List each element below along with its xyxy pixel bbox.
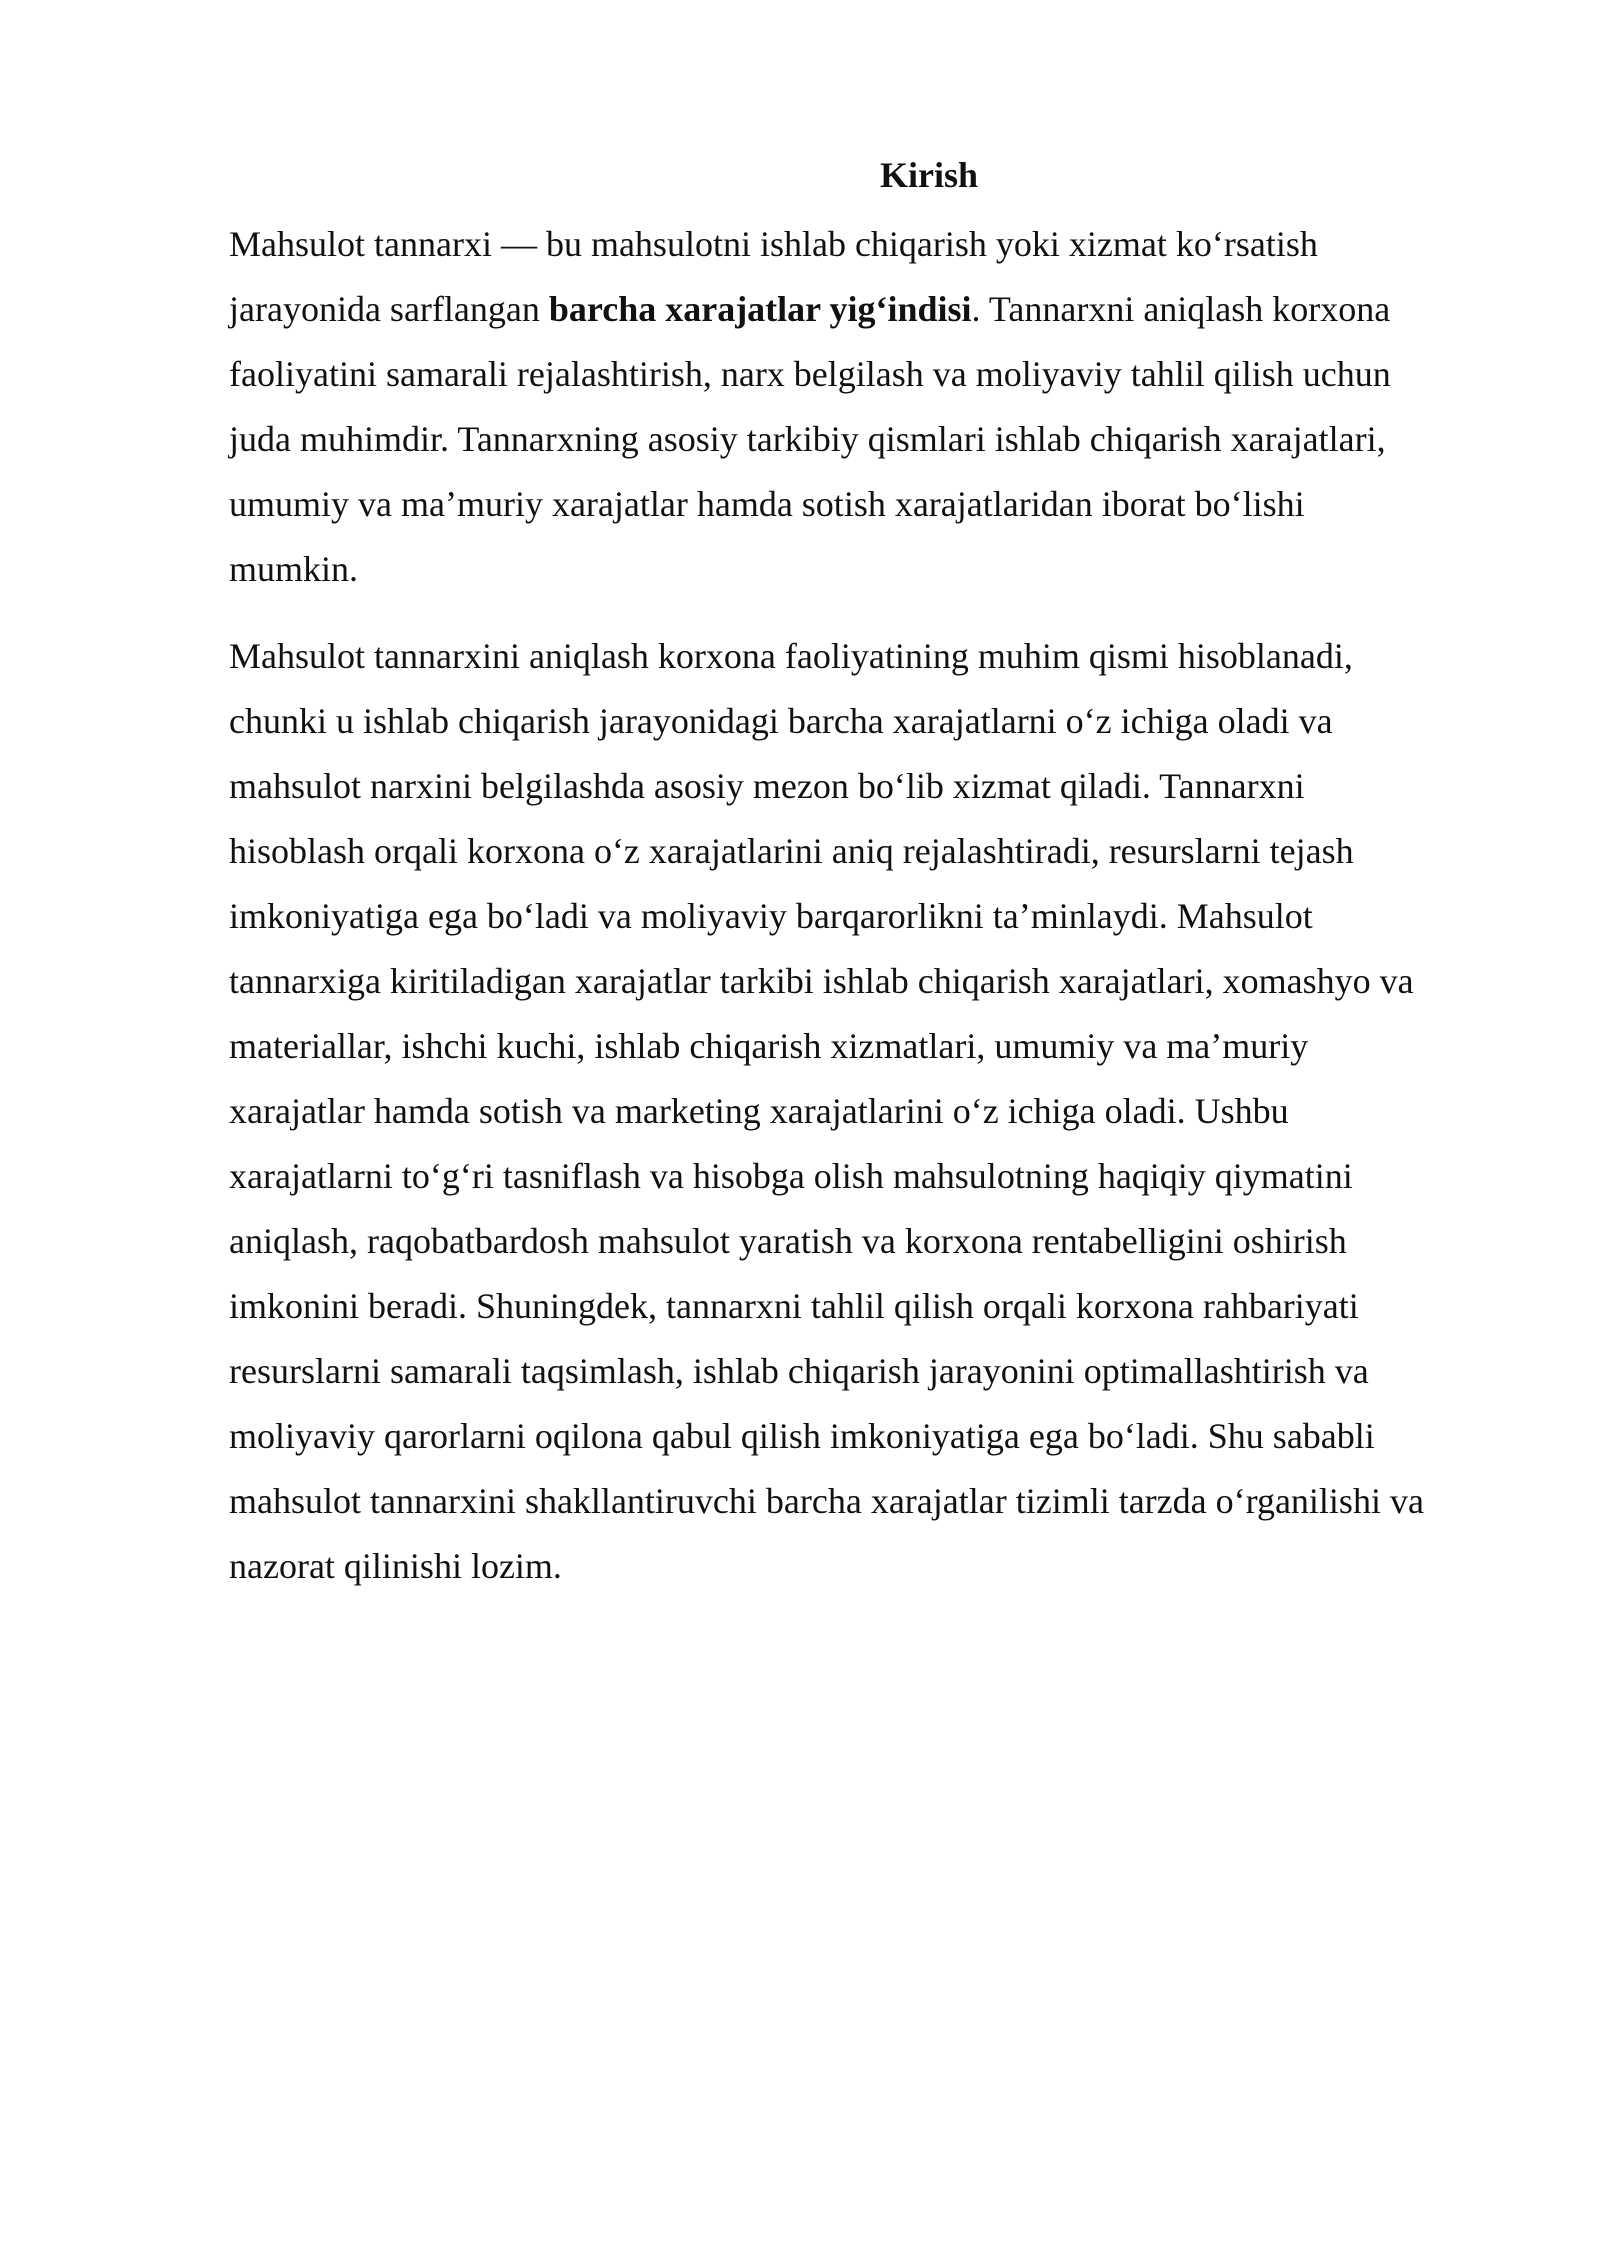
paragraph-2-line: mahsulot tannarxini shakllantiruvchi barcha xarajatlar tizimli tarzda oʻrganilishi va [229,1481,1424,1521]
paragraph-2-line: hisoblash orqali korxona oʻz xarajatlarini aniq rejalashtiradi, resurslarni tejash [229,831,1354,871]
paragraph-2-line: aniqlash, raqobatbardosh mahsulot yaratish va korxona rentabelligini oshirish [229,1221,1347,1261]
paragraph-2 [229,624,1489,1599]
paragraph-1 [229,212,1489,602]
paragraph-2-line: Mahsulot tannarxini aniqlash korxona faoliyatining muhim qismi hisoblanadi, [229,636,1353,676]
paragraph-1-line [229,277,1489,342]
paragraph-1-line: juda muhimdir. Tannarxning asosiy tarkibiy qismlari ishlab chiqarish xarajatlari, [229,419,1386,459]
text-run: . Tannarxni aniqlash korxona [971,289,1391,329]
paragraph-1-line: mumkin. [229,549,359,589]
paragraph-1-line: Mahsulot tannarxi — bu mahsulotni ishlab chiqarish yoki xizmat koʻrsatish [229,224,1318,264]
section-heading: Kirish [879,155,978,195]
paragraph-1-line: faoliyatini samarali rejalashtirish, narx belgilash va moliyaviy tahlil qilish uchun [229,354,1391,394]
text-run: jarayonida sarflangan [229,289,549,329]
paragraph-2-line: tannarxiga kiritiladigan xarajatlar tarkibi ishlab chiqarish xarajatlari, xomashyo va [229,961,1414,1001]
bold-emphasis: barcha xarajatlar yigʻindisi [548,289,972,329]
paragraph-2-line: imkoniyatiga ega boʻladi va moliyaviy barqarorlikni taʼminlaydi. Mahsulot [229,896,1313,936]
paragraph-2-line: chunki u ishlab chiqarish jarayonidagi barcha xarajatlarni oʻz ichiga oladi va [229,701,1333,741]
paragraph-2-line: materiallar, ishchi kuchi, ishlab chiqarish xizmatlari, umumiy va maʼmuriy [229,1026,1309,1066]
paragraph-2-line: mahsulot narxini belgilashda asosiy mezon boʻlib xizmat qiladi. Tannarxni [229,766,1305,806]
paragraph-2-line: resurslarni samarali taqsimlash, ishlab chiqarish jarayonini optimallashtirish va [229,1351,1369,1391]
paragraph-2-line: moliyaviy qarorlarni oqilona qabul qilish imkoniyatiga ega boʻladi. Shu sababli [229,1416,1375,1456]
paragraph-2-line: xarajatlar hamda sotish va marketing xarajatlarini oʻz ichiga oladi. Ushbu [229,1091,1289,1131]
paragraph-2-line: imkonini beradi. Shuningdek, tannarxni tahlil qilish orqali korxona rahbariyati [229,1286,1359,1326]
paragraph-2-line: xarajatlarni toʻgʻri tasniflash va hisobga olish mahsulotning haqiqiy qiymatini [229,1156,1353,1196]
paragraph-2-line: nazorat qilinishi lozim. [229,1546,562,1586]
document-body [229,148,1489,1621]
paragraph-1-line: umumiy va maʼmuriy xarajatlar hamda sotish xarajatlaridan iborat boʻlishi [229,484,1305,524]
